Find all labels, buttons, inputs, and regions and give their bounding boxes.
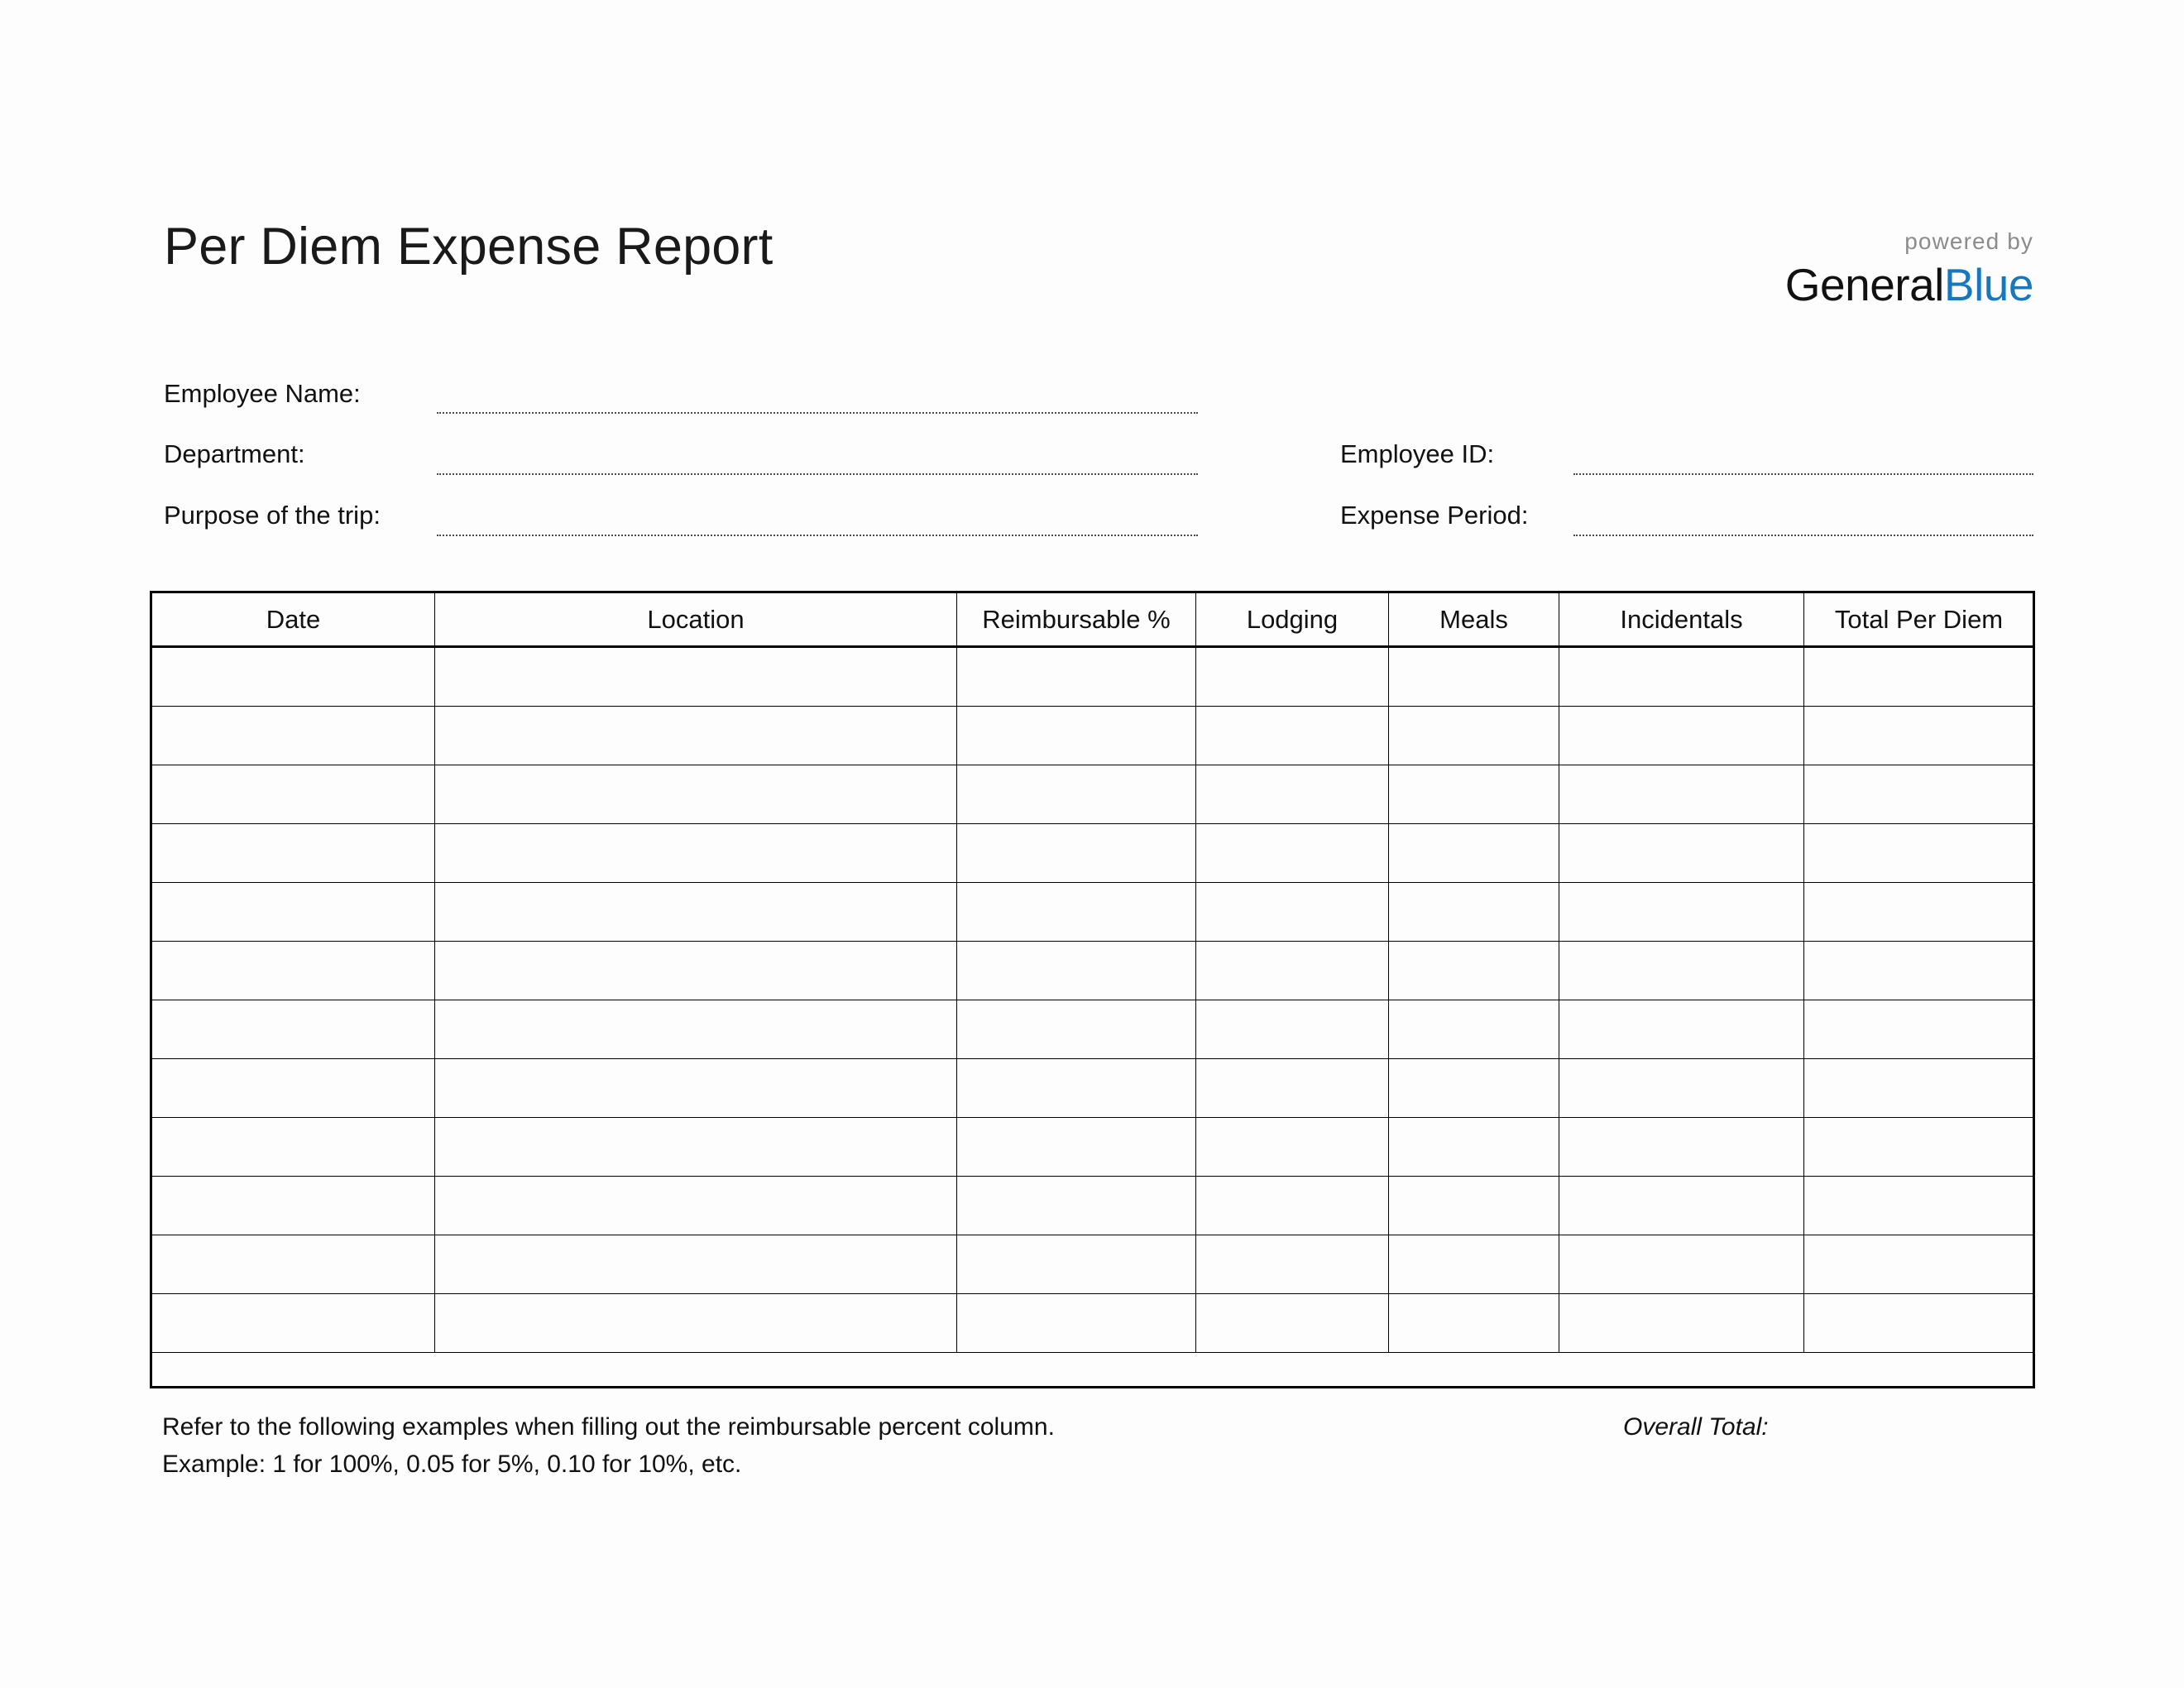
employee-name-label: Employee Name: — [164, 379, 361, 408]
table-cell[interactable] — [957, 707, 1196, 765]
table-cell[interactable] — [957, 765, 1196, 824]
table-row — [152, 707, 2034, 765]
table-cell[interactable] — [1804, 824, 2034, 883]
column-header-date: Date — [152, 593, 435, 647]
department-input[interactable] — [437, 473, 1198, 475]
table-cell[interactable] — [1196, 765, 1389, 824]
table-cell[interactable] — [435, 883, 957, 942]
table-cell[interactable] — [1196, 1118, 1389, 1177]
instructions-line-1: Refer to the following examples when filling out the reimbursable percent column. — [162, 1413, 1055, 1441]
table-cell[interactable] — [152, 1059, 435, 1118]
table-cell[interactable] — [435, 824, 957, 883]
table-row — [152, 1177, 2034, 1235]
table-cell[interactable] — [1389, 1059, 1559, 1118]
purpose-of-trip-label: Purpose of the trip: — [164, 501, 381, 530]
table-cell[interactable] — [152, 942, 435, 1000]
table-cell[interactable] — [152, 647, 435, 707]
table-cell[interactable] — [957, 1294, 1196, 1353]
column-header-meals: Meals — [1389, 593, 1559, 647]
table-row — [152, 824, 2034, 883]
table-cell[interactable] — [1196, 1000, 1389, 1059]
table-cell[interactable] — [1804, 1177, 2034, 1235]
department-label: Department: — [164, 439, 305, 468]
table-cell[interactable] — [1559, 942, 1804, 1000]
table-cell[interactable] — [435, 647, 957, 707]
column-header-lodging: Lodging — [1196, 593, 1389, 647]
table-header-row — [152, 593, 2034, 647]
table-cell[interactable] — [152, 883, 435, 942]
table-cell[interactable] — [1559, 824, 1804, 883]
table-cell[interactable] — [1804, 1294, 2034, 1353]
table-cell[interactable] — [1389, 1177, 1559, 1235]
table-cell[interactable] — [1196, 942, 1389, 1000]
table-cell[interactable] — [1804, 707, 2034, 765]
table-cell[interactable] — [152, 1235, 435, 1294]
table-cell[interactable] — [1389, 824, 1559, 883]
table-cell[interactable] — [1389, 647, 1559, 707]
table-cell[interactable] — [152, 707, 435, 765]
table-cell[interactable] — [435, 1000, 957, 1059]
table-cell[interactable] — [1804, 1059, 2034, 1118]
table-cell[interactable] — [435, 942, 957, 1000]
table-cell[interactable] — [1804, 1118, 2034, 1177]
table-cell[interactable] — [1196, 824, 1389, 883]
table-cell[interactable] — [1559, 1177, 1804, 1235]
table-cell[interactable] — [152, 1000, 435, 1059]
table-cell[interactable] — [435, 1235, 957, 1294]
table-cell[interactable] — [1196, 1235, 1389, 1294]
table-cell[interactable] — [1559, 1235, 1804, 1294]
table-cell[interactable] — [435, 1059, 957, 1118]
table-cell[interactable] — [957, 1000, 1196, 1059]
table-cell[interactable] — [1804, 647, 2034, 707]
expense-period-label: Expense Period: — [1340, 501, 1529, 530]
table-cell[interactable] — [1389, 765, 1559, 824]
table-cell[interactable] — [1389, 1235, 1559, 1294]
brand-logo — [1785, 230, 2033, 308]
table-cell[interactable] — [1804, 1000, 2034, 1059]
table-cell[interactable] — [1559, 707, 1804, 765]
table-cell[interactable] — [957, 942, 1196, 1000]
page-title: Per Diem Expense Report — [164, 218, 774, 276]
table-row — [152, 1235, 2034, 1294]
table-cell[interactable] — [1196, 647, 1389, 707]
table-cell[interactable] — [1196, 707, 1389, 765]
powered-by-label: powered by — [1904, 228, 2033, 254]
table-cell[interactable] — [1559, 765, 1804, 824]
table-row — [152, 1000, 2034, 1059]
table-cell[interactable] — [152, 765, 435, 824]
table-cell[interactable] — [1559, 647, 1804, 707]
table-cell[interactable] — [957, 1118, 1196, 1177]
table-cell[interactable] — [957, 883, 1196, 942]
table-cell[interactable] — [1559, 1118, 1804, 1177]
wordmark-blue: Blue — [1943, 259, 2033, 310]
table-row — [152, 765, 2034, 824]
table-cell[interactable] — [957, 1059, 1196, 1118]
table-cell[interactable] — [152, 1118, 435, 1177]
table-row — [152, 942, 2034, 1000]
table-cell[interactable] — [1196, 1294, 1389, 1353]
table-row — [152, 883, 2034, 942]
table-cell[interactable] — [435, 1294, 957, 1353]
table-cell[interactable] — [1559, 1059, 1804, 1118]
generalblue-wordmark — [1784, 259, 2033, 310]
table-cell[interactable] — [1559, 883, 1804, 942]
table-cell[interactable] — [1389, 1294, 1559, 1353]
table-row — [152, 1059, 2034, 1118]
expense-period-input[interactable] — [1573, 535, 2033, 536]
table-row — [152, 1294, 2034, 1353]
reimbursable-instructions — [162, 1408, 1055, 1483]
instructions-line-2: Example: 1 for 100%, 0.05 for 5%, 0.10 for 10%, etc. — [162, 1451, 742, 1478]
table-cell[interactable] — [1196, 883, 1389, 942]
expense-table — [151, 592, 2034, 1353]
table-cell[interactable] — [957, 824, 1196, 883]
wordmark-general: General — [1784, 259, 1944, 310]
table-cell[interactable] — [435, 765, 957, 824]
table-cell[interactable] — [1389, 942, 1559, 1000]
column-header-total-per-diem: Total Per Diem — [1804, 593, 2034, 647]
table-row — [152, 1118, 2034, 1177]
table-cell[interactable] — [152, 824, 435, 883]
employee-name-input[interactable] — [437, 412, 1198, 414]
table-cell[interactable] — [435, 707, 957, 765]
table-cell[interactable] — [1804, 765, 2034, 824]
table-cell[interactable] — [435, 1118, 957, 1177]
table-cell[interactable] — [1389, 707, 1559, 765]
table-cell[interactable] — [1804, 942, 2034, 1000]
table-cell[interactable] — [1559, 1000, 1804, 1059]
table-cell[interactable] — [1196, 1177, 1389, 1235]
table-cell[interactable] — [152, 1294, 435, 1353]
table-cell[interactable] — [1804, 1235, 2034, 1294]
table-cell[interactable] — [1196, 1059, 1389, 1118]
purpose-of-trip-input[interactable] — [437, 535, 1198, 536]
column-header-incidentals: Incidentals — [1559, 593, 1804, 647]
table-cell[interactable] — [435, 1177, 957, 1235]
table-cell[interactable] — [1389, 1000, 1559, 1059]
column-header-location: Location — [435, 593, 957, 647]
column-header-reimbursable: Reimbursable % — [957, 593, 1196, 647]
overall-total-label: Overall Total: — [1623, 1413, 1769, 1441]
table-cell[interactable] — [957, 1235, 1196, 1294]
employee-id-label: Employee ID: — [1340, 439, 1495, 468]
table-cell[interactable] — [957, 1177, 1196, 1235]
table-body — [152, 647, 2034, 1353]
table-cell[interactable] — [957, 647, 1196, 707]
table-cell[interactable] — [152, 1177, 435, 1235]
table-cell[interactable] — [1804, 883, 2034, 942]
table-cell[interactable] — [1389, 1118, 1559, 1177]
employee-id-input[interactable] — [1573, 473, 2033, 475]
table-row — [152, 647, 2034, 707]
table-cell[interactable] — [1559, 1294, 1804, 1353]
table-cell[interactable] — [1389, 883, 1559, 942]
